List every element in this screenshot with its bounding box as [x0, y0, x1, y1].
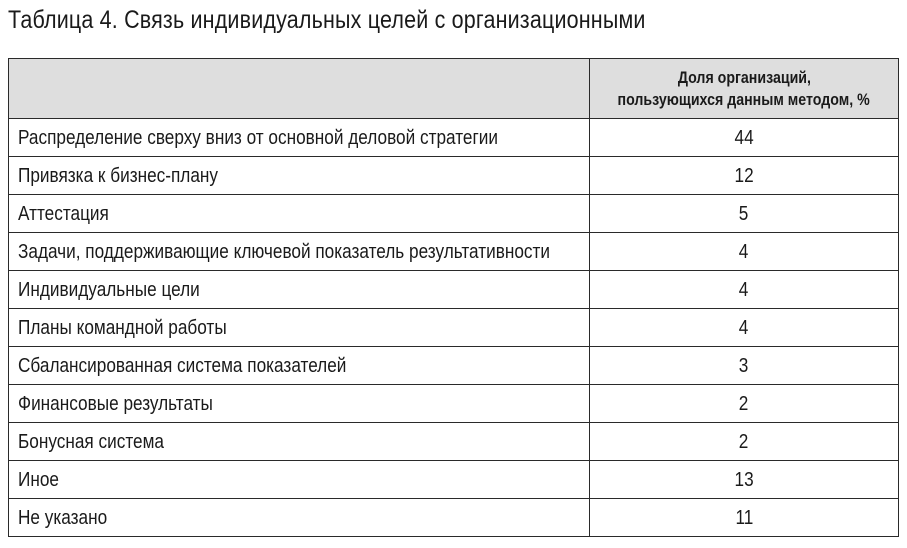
header-share-cell — [590, 59, 899, 119]
table-row — [9, 385, 899, 423]
method-cell — [9, 385, 590, 423]
method-cell — [9, 195, 590, 233]
share-value: 4 — [739, 316, 749, 339]
method-label: Планы командной работы — [18, 316, 227, 339]
method-cell — [9, 423, 590, 461]
share-cell — [590, 271, 899, 309]
method-cell — [9, 233, 590, 271]
table-row — [9, 119, 899, 157]
table-row — [9, 309, 899, 347]
share-cell — [590, 499, 899, 537]
method-label: Аттестация — [18, 202, 109, 225]
table-row — [9, 461, 899, 499]
share-cell — [590, 309, 899, 347]
header-method-cell — [9, 59, 590, 119]
share-value: 13 — [734, 468, 754, 491]
method-label: Бонусная система — [18, 430, 164, 453]
method-label: Индивидуальные цели — [18, 278, 200, 301]
table-row — [9, 271, 899, 309]
method-label: Привязка к бизнес-плану — [18, 164, 218, 187]
method-cell — [9, 499, 590, 537]
share-cell — [590, 461, 899, 499]
table-caption: Таблица 4. Связь индивидуальных целей с организационными — [8, 6, 646, 34]
share-cell — [590, 423, 899, 461]
table-row — [9, 195, 899, 233]
method-cell — [9, 157, 590, 195]
share-cell — [590, 195, 899, 233]
method-cell — [9, 461, 590, 499]
table-row — [9, 499, 899, 537]
share-value: 44 — [734, 126, 754, 149]
header-share-line-1: Доля организаций, — [677, 68, 811, 87]
table-row — [9, 157, 899, 195]
share-cell — [590, 157, 899, 195]
share-value: 2 — [739, 392, 749, 415]
table-row — [9, 423, 899, 461]
table-header-row — [9, 59, 899, 119]
method-label: Не указано — [18, 506, 108, 529]
share-value: 11 — [735, 506, 753, 529]
share-value: 12 — [734, 164, 754, 187]
share-cell — [590, 233, 899, 271]
table-row — [9, 347, 899, 385]
method-label: Распределение сверху вниз от основной деловой стратегии — [18, 126, 498, 149]
share-cell — [590, 347, 899, 385]
share-value: 2 — [739, 430, 749, 453]
table-row — [9, 233, 899, 271]
method-cell — [9, 309, 590, 347]
method-label: Сбалансированная система показателей — [18, 354, 347, 377]
share-value: 4 — [739, 278, 749, 301]
share-cell — [590, 385, 899, 423]
method-cell — [9, 347, 590, 385]
method-label: Иное — [18, 468, 59, 491]
share-cell — [590, 119, 899, 157]
header-share-line-2: пользующихся данным методом, % — [617, 90, 871, 109]
method-label: Задачи, поддерживающие ключевой показатель результативности — [18, 240, 550, 263]
method-cell — [9, 119, 590, 157]
share-value: 5 — [739, 202, 749, 225]
share-value: 3 — [739, 354, 749, 377]
method-cell — [9, 271, 590, 309]
share-value: 4 — [739, 240, 749, 263]
goals-table — [8, 58, 899, 537]
method-label: Финансовые результаты — [18, 392, 213, 415]
